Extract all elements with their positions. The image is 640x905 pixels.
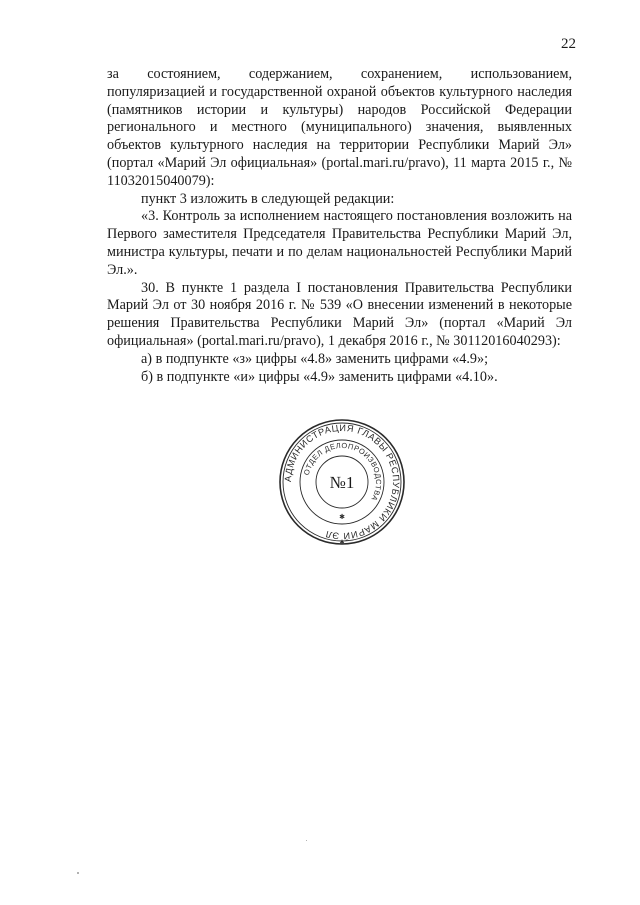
paragraph-quoted-control: «3. Контроль за исполнением настоящего постановления возложить на Первого заместителя Председателя Правительства Республики Марий Эл, министра культуры, печати и по делам национальностей Республики Марий Эл.».	[107, 208, 572, 278]
seal-graphic	[278, 418, 406, 546]
paragraph-item-point3: пункт 3 изложить в следующей редакции:	[141, 190, 395, 207]
seal-number: №1	[329, 473, 355, 492]
document-body	[107, 66, 572, 386]
paragraph-subitem-b: б) в подпункте «и» цифры «4.9» заменить цифрами «4.10».	[141, 368, 498, 385]
page-number: 22	[561, 36, 576, 52]
paragraph-continuation: за состоянием, содержанием, сохранением, использованием, популяризацией и государственной охраной объектов культурного наследия (памятников истории и культуры) народов Российской Федерации регионального и местного (муниципального) значения, выявленных объектов культурного наследия на территории Республики Марий Эл» (портал «Марий Эл официальная» (portal.mari.ru/pravo), 11 марта 2015 г., № 11032015040079):	[107, 66, 572, 189]
official-seal-stamp	[278, 418, 406, 546]
seal-inner-text: ОТДЕЛ ДЕЛОПРОИЗВОДСТВА	[301, 440, 384, 503]
paragraph-subitem-a: а) в подпункте «з» цифры «4.8» заменить цифрами «4.9»;	[141, 350, 489, 367]
scan-speck	[306, 840, 307, 841]
paragraph-item-30: 30. В пункте 1 раздела I постановления Правительства Республики Марий Эл от 30 ноября 2016 г. № 539 «О внесении изменений в некоторые решения Правительства Республики Марий Эл» (портал «Марий Эл официальная» (portal.mari.ru/pravo), 1 декабря 2016 г., № 30112016040293):	[107, 279, 572, 349]
seal-outer-text: АДМИНИСТРАЦИЯ ГЛАВЫ РЕСПУБЛИКИ МАРИЙ ЭЛ	[282, 422, 402, 542]
seal-star-icon: ✱	[339, 513, 345, 521]
scan-speck	[77, 872, 79, 874]
seal-star-outer-icon: ✱	[339, 540, 345, 546]
